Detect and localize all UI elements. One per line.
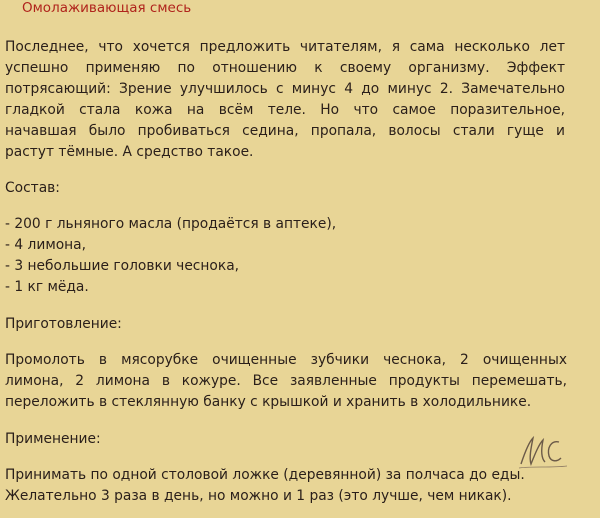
- ingredient-item: - 3 небольшие головки чеснока,: [5, 258, 240, 274]
- preparation-line: Промолоть в мясорубке очищенные зубчики чеснока, 2 очищенных: [5, 352, 567, 368]
- composition-heading: Состав:: [5, 180, 60, 196]
- ingredient-item: - 1 кг мёда.: [5, 279, 89, 295]
- intro-line: потрясающий: Зрение улучшилось с минус 4 до минус 2. Замечательно: [5, 81, 565, 97]
- usage-line: Желательно 3 раза в день, но можно и 1 раз (это лучше, чем никак).: [5, 488, 512, 504]
- usage-heading: Применение:: [5, 431, 101, 447]
- preparation-heading: Приготовление:: [5, 316, 122, 332]
- signature-logo: [515, 432, 571, 472]
- ingredient-item: - 4 лимона,: [5, 237, 87, 253]
- intro-line: растут тёмные. А средство такое.: [5, 144, 254, 160]
- intro-line: успешно применяю по отношению к своему организму. Эффект: [5, 60, 565, 76]
- preparation-line: переложить в стеклянную банку с крышкой и хранить в холодильнике.: [5, 394, 532, 410]
- usage-line: Принимать по одной столовой ложке (деревянной) за полчаса до еды.: [5, 467, 525, 483]
- ingredient-item: - 200 г льняного масла (продаётся в аптеке),: [5, 216, 337, 232]
- intro-line: гладкой стала кожа на всём теле. Но что самое поразительное,: [5, 102, 565, 118]
- intro-line: начавшая было пробиваться седина, пропала, волосы стали гуще и: [5, 123, 565, 139]
- intro-line: Последнее, что хочется предложить читателям, я сама несколько лет: [5, 39, 565, 55]
- document-title: Омолаживающая смесь: [22, 0, 192, 16]
- preparation-line: лимона, 2 лимона в кожуре. Все заявленные продукты перемешать,: [5, 373, 567, 389]
